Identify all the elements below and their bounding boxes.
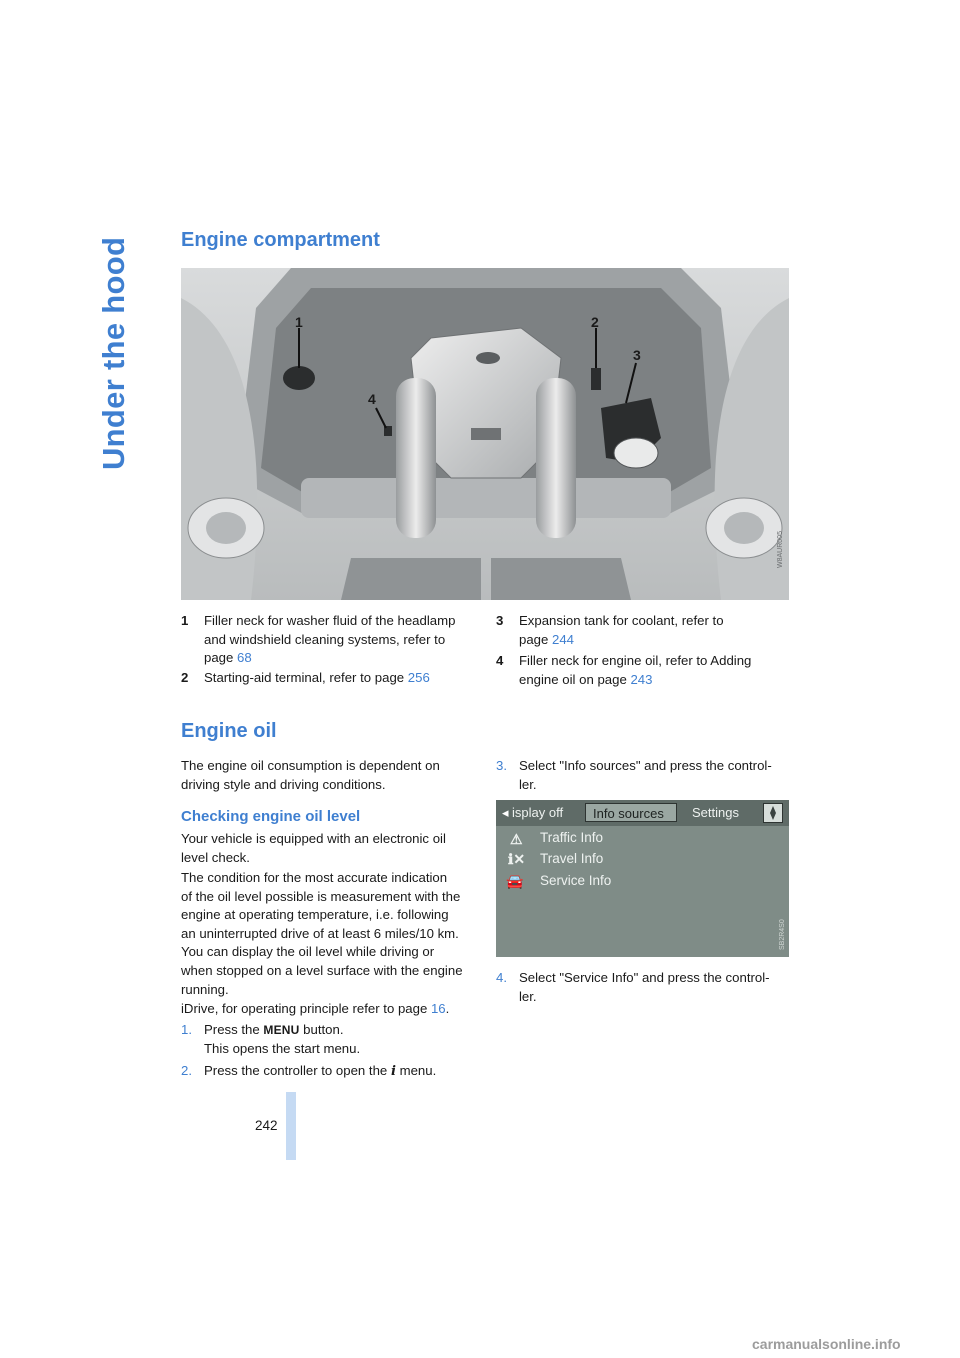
text-line: This opens the start menu. (204, 1040, 361, 1056)
tab-settings[interactable]: Settings (692, 805, 739, 820)
engine-compartment-figure (181, 268, 789, 600)
step-num-2: 2. (181, 1063, 192, 1078)
legend-item-2 (204, 669, 474, 688)
figure-ref-code: W8AUR005 (777, 531, 784, 568)
callout-3: 3 (633, 347, 641, 363)
legend-text: engine oil on page (519, 671, 631, 687)
page-link-68[interactable]: 68 (237, 650, 252, 666)
subheading-checking-oil-level: Checking engine oil level (181, 808, 361, 825)
text-line: ler. (519, 988, 537, 1004)
legend-num-4: 4 (496, 653, 504, 668)
text-line: an uninterrupted drive of at least 6 miles/10 km. (181, 925, 459, 941)
compass-svg (764, 804, 782, 822)
page-link-243[interactable]: 243 (630, 671, 653, 687)
page-marker-bar (286, 1092, 296, 1160)
side-running-title (96, 238, 146, 498)
step-num-3: 3. (496, 758, 507, 773)
text-line: of the oil level possible is measurement with the (181, 888, 461, 904)
step-4 (519, 969, 794, 1006)
footer-watermark: carmanualsonline.info (752, 1336, 901, 1352)
text-span: . (445, 1001, 450, 1016)
travel-info-icon: ℹ✕ (508, 851, 526, 867)
screen-ref-code: SB2R4S0 (779, 919, 786, 950)
service-car-icon: 🚘 (506, 873, 524, 889)
text-line: Your vehicle is equipped with an electronic oil (181, 831, 446, 846)
traffic-info-icon: ⚠ (510, 831, 523, 847)
callout-1: 1 (295, 314, 303, 330)
compass-icon[interactable] (763, 803, 783, 823)
legend-text: Starting-aid terminal, refer to page (204, 670, 408, 685)
text-line: ler. (519, 776, 537, 792)
text-span: button. (299, 1022, 344, 1037)
section-heading-engine-compartment: Engine compartment (181, 229, 380, 251)
legend-line: Expansion tank for coolant, refer to (519, 613, 724, 628)
legend-num-3: 3 (496, 613, 504, 628)
text-line: Select "Service Info" and press the control- (519, 970, 770, 985)
text-line (204, 1021, 479, 1040)
idrive-screen (496, 800, 789, 957)
legend-line (204, 649, 474, 668)
text-line: driving style and driving conditions. (181, 776, 386, 792)
section-heading-engine-oil: Engine oil (181, 720, 277, 742)
callout-4: 4 (368, 391, 376, 407)
legend-line (519, 631, 789, 650)
step-num-4: 4. (496, 970, 507, 985)
text-line: The engine oil consumption is dependent on (181, 758, 440, 773)
intro-paragraph (181, 757, 476, 794)
legend-item-1 (204, 612, 474, 668)
text-span: menu. (395, 1063, 437, 1078)
engine-illustration (181, 268, 789, 600)
legend-line: Filler neck for washer fluid of the headlamp (204, 613, 456, 628)
page-number: 242 (255, 1118, 278, 1133)
info-menu-icon: i (390, 1064, 396, 1079)
tab-label: Info sources (593, 806, 664, 821)
menu-item-traffic-info[interactable]: Traffic Info (540, 830, 604, 845)
left-arrow-icon: ◂ (502, 805, 509, 820)
text-line: level check. (181, 849, 250, 865)
text-line: Select "Info sources" and press the control- (519, 758, 772, 773)
menu-item-travel-info[interactable]: Travel Info (540, 851, 604, 866)
step-1 (204, 1021, 479, 1058)
step-2 (204, 1062, 479, 1082)
callout-2: 2 (591, 314, 599, 330)
legend-text: page (519, 631, 553, 647)
legend-num-1: 1 (181, 613, 189, 628)
step-num-1: 1. (181, 1022, 192, 1037)
page-link-16[interactable]: 16 (430, 1001, 446, 1016)
tab-display-off[interactable]: isplay off (512, 805, 564, 820)
tab-info-sources[interactable] (585, 803, 677, 822)
text-line: when stopped on a level surface with the engine (181, 962, 463, 978)
legend-text: page (204, 650, 238, 666)
page-link-244[interactable]: 244 (552, 631, 575, 647)
legend-line (519, 671, 789, 690)
text-line: The condition for the most accurate indication (181, 870, 448, 885)
legend-line: and windshield cleaning systems, refer to (204, 631, 446, 647)
text-span: Press the (204, 1022, 264, 1037)
text-line: You can display the oil level while driving or (181, 944, 435, 960)
legend-item-4 (519, 652, 789, 689)
legend-line: Filler neck for engine oil, refer to Adding (519, 653, 752, 668)
text-line: engine at operating temperature, i.e. following (181, 907, 449, 923)
menu-button-glyph: MENU (263, 1023, 300, 1037)
paragraph-electronic-check (181, 830, 476, 867)
paragraph-idrive-ref (181, 1000, 476, 1019)
side-title-text: Under the hood (96, 236, 131, 470)
text-line: running. (181, 981, 229, 997)
text-span: Press the controller to open the (204, 1063, 391, 1078)
text-span: iDrive, for operating principle refer to page (181, 1001, 431, 1016)
legend-num-2: 2 (181, 670, 189, 685)
legend-item-3 (519, 612, 789, 649)
step-3 (519, 757, 794, 794)
page-link-256[interactable]: 256 (407, 670, 430, 685)
paragraph-measurement-condition (181, 869, 476, 999)
menu-item-service-info[interactable]: Service Info (540, 873, 612, 888)
